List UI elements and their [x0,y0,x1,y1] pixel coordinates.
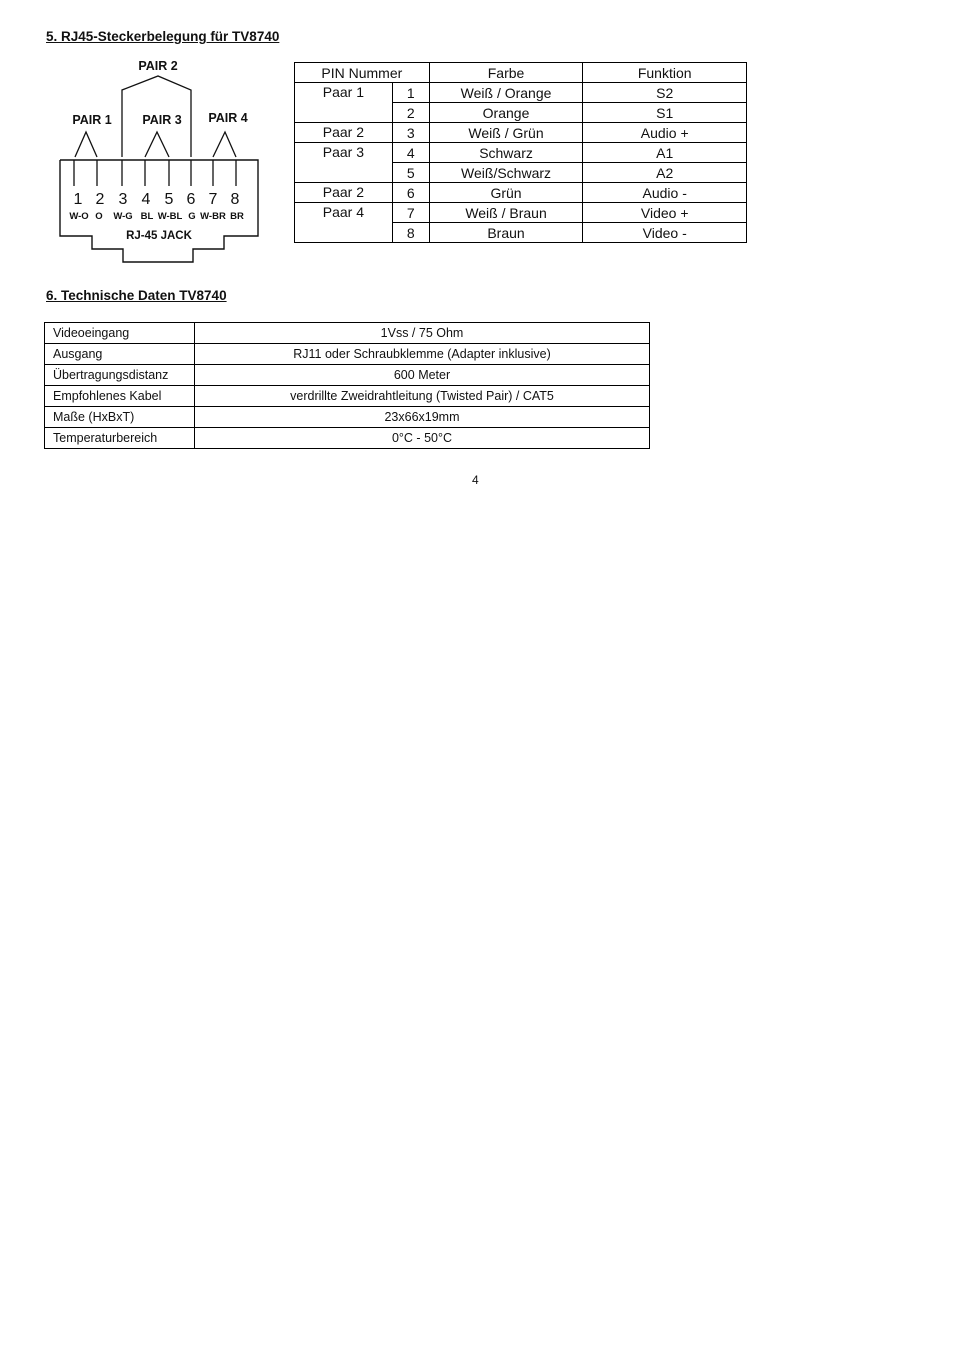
table-row [295,183,747,203]
pair-4-label: PAIR 4 [208,111,248,125]
table-row [45,428,650,449]
table-row [45,344,650,365]
pin-number: 3 [118,191,128,208]
function-cell: Video - [583,223,747,243]
color-cell: Orange [429,103,583,123]
pin-color-code: G [188,211,196,222]
page-number: 4 [472,473,479,487]
pin-color-code: W-O [69,211,89,222]
pair-3-label: PAIR 3 [142,113,182,127]
spec-label: Ausgang [45,344,195,365]
pin-cell: 6 [392,183,429,203]
pin-number: 2 [95,191,105,208]
pin-color-code: O [95,211,103,222]
pin-number: 4 [141,191,151,208]
table-row [295,203,747,223]
function-cell: A1 [583,143,747,163]
pair-1-label: PAIR 1 [72,113,112,127]
spec-value: 600 Meter [195,365,650,386]
pin-assignment-table [294,62,747,243]
spec-label: Temperaturbereich [45,428,195,449]
pin-number: 7 [208,191,218,208]
section-5-heading: 5. RJ45-Steckerbelegung für TV8740 [46,29,280,44]
pin-color-code: W-G [113,211,133,222]
pin-number: 6 [186,191,196,208]
function-cell: Video + [583,203,747,223]
section-6-heading: 6. Technische Daten TV8740 [46,288,227,303]
spec-label: Maße (HxBxT) [45,407,195,428]
table-row [45,323,650,344]
pair-cell: Paar 4 [295,203,393,243]
function-cell: A2 [583,163,747,183]
pair-3-connector [145,132,169,157]
pair-cell: Paar 1 [295,83,393,123]
header-color: Farbe [429,63,583,83]
color-cell: Schwarz [429,143,583,163]
pin-number: 8 [230,191,240,208]
pair-4-connector [213,132,236,157]
spec-label: Videoeingang [45,323,195,344]
pair-cell: Paar 2 [295,183,393,203]
spec-value: 23x66x19mm [195,407,650,428]
header-function: Funktion [583,63,747,83]
spec-value: 1Vss / 75 Ohm [195,323,650,344]
table-row [295,143,747,163]
pair-cell: Paar 2 [295,123,393,143]
pin-cell: 4 [392,143,429,163]
pin-cell: 1 [392,83,429,103]
pair-1-connector [75,132,97,157]
table-header-row [295,63,747,83]
table-row [45,386,650,407]
header-pin-number: PIN Nummer [295,63,430,83]
pin-color-code: W-BR [200,211,226,222]
color-cell: Grün [429,183,583,203]
pin-number: 5 [164,191,174,208]
pin-color-code: W-BL [157,211,183,222]
color-cell: Weiß / Orange [429,83,583,103]
pin-number: 1 [73,191,83,208]
pin-cell: 7 [392,203,429,223]
pin-cell: 5 [392,163,429,183]
pin-cell: 2 [392,103,429,123]
table-row [295,123,747,143]
technical-data-table [44,322,650,449]
rj45-jack-diagram [52,56,264,266]
jack-label: RJ-45 JACK [126,230,192,242]
table-row [45,365,650,386]
pair-2-label: PAIR 2 [138,59,178,73]
function-cell: S2 [583,83,747,103]
color-cell: Braun [429,223,583,243]
spec-value: 0°C - 50°C [195,428,650,449]
table-row [295,83,747,103]
pin-color-code: BL [140,211,154,222]
pin-cell: 8 [392,223,429,243]
function-cell: Audio - [583,183,747,203]
spec-value: RJ11 oder Schraubklemme (Adapter inklusive) [195,344,650,365]
spec-label: Empfohlenes Kabel [45,386,195,407]
color-cell: Weiß / Braun [429,203,583,223]
color-cell: Weiß/Schwarz [429,163,583,183]
pair-cell: Paar 3 [295,143,393,183]
function-cell: Audio + [583,123,747,143]
color-cell: Weiß / Grün [429,123,583,143]
spec-label: Übertragungsdistanz [45,365,195,386]
pin-color-code: BR [230,211,244,222]
spec-value: verdrillte Zweidrahtleitung (Twisted Pair) / CAT5 [195,386,650,407]
pin-cell: 3 [392,123,429,143]
table-row [45,407,650,428]
function-cell: S1 [583,103,747,123]
